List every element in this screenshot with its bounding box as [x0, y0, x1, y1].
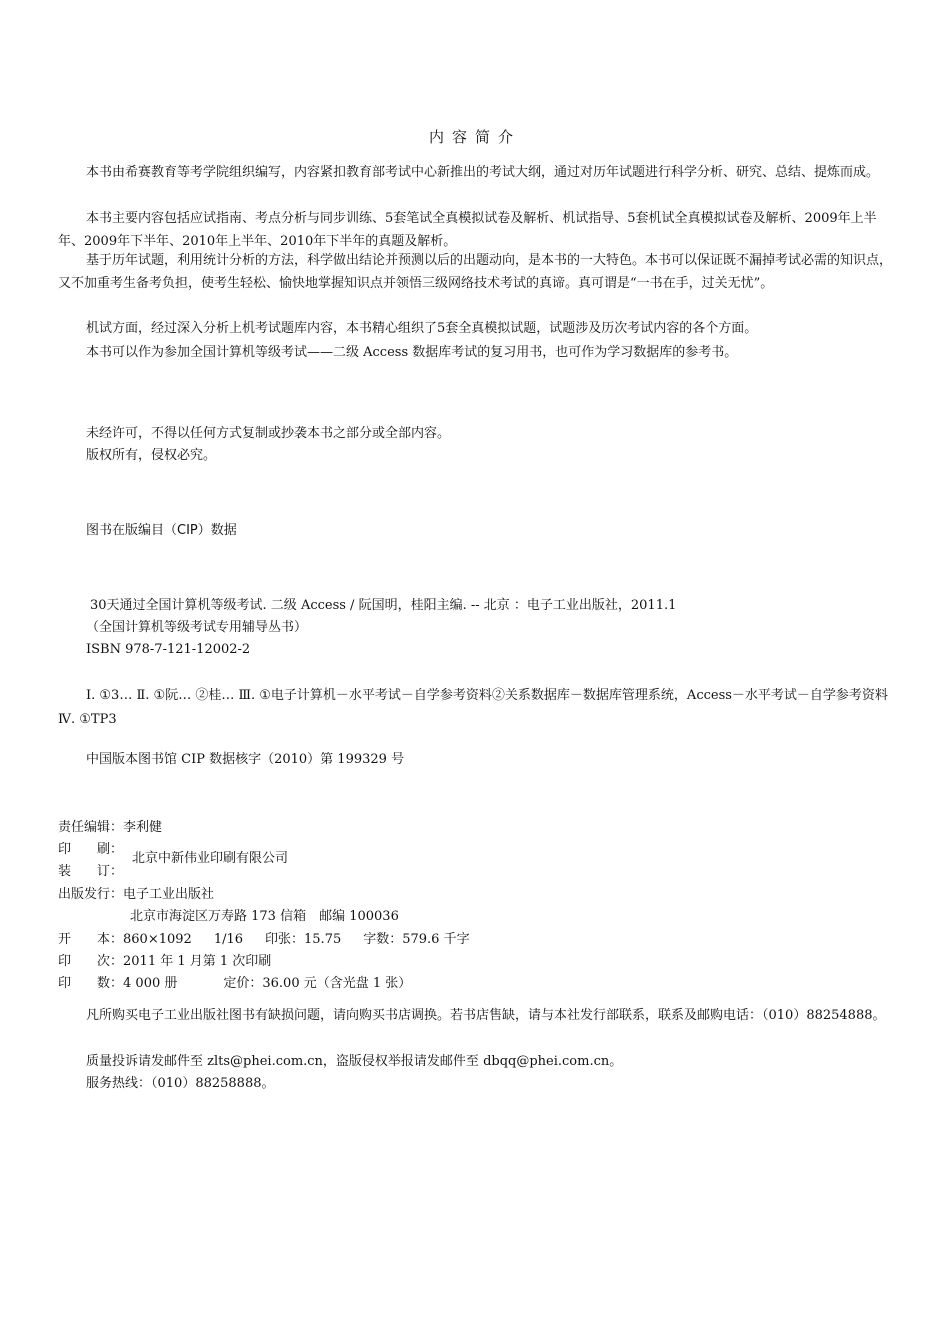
summary-paragraph-4: 机试方面，经过深入分析上机考试题库内容，本书精心组织了5套全真模拟试题，试题涉及历次考试内容的各个方面。	[86, 321, 758, 336]
editor-label: 责任编辑：	[58, 820, 124, 835]
print-count: 4 000 册	[123, 976, 178, 991]
defect-notice: 凡所购买电子工业出版社图书有缺损问题，请向购买书店调换。若书店售缺，请与本社发行部联系，联系及邮购电话：（010）88254888。	[86, 1008, 886, 1023]
format-fold: 1/16	[213, 932, 244, 947]
cip-heading: 图书在版编目（CIP）数据	[86, 523, 237, 538]
cip-classification: Ⅰ. ①3… Ⅱ. ①阮… ②桂… Ⅲ. ①电子计算机－水平考试－自学参考资料②关系数据库－数据库管理系统，Access－水平考试－自学参考资料 Ⅳ. ①TP3	[58, 688, 888, 727]
cip-series: （全国计算机等级考试专用辅导丛书）	[86, 620, 308, 635]
edition-info: 2011 年 1 月第 1 次印刷	[123, 954, 272, 969]
price: 定价：36.00 元（含光盘 1 张）	[223, 976, 412, 991]
summary-paragraph-2: 本书主要内容包括应试指南、考点分析与同步训练、5套笔试全真模拟试卷及解析、机试指导、5套机试全真模拟试卷及解析、2009年上半年、2009年下半年、2010年上半年、2010年下半年的真题及解析。	[58, 211, 877, 249]
bind-label-row	[58, 862, 123, 882]
summary-paragraph-3: 基于历年试题，利用统计分析的方法，科学做出结论并预测以后的出题动向，是本书的一大特色。本书可以保证既不漏掉考试必需的知识点，又不加重考生备考负担，使考生轻松、愉快地掌握知识点并领悟三级网络技术考试的真谛。真可谓是“一书在手，过关无忧”。	[58, 253, 893, 291]
copyright-notice: 未经许可，不得以任何方式复制或抄袭本书之部分或全部内容。	[86, 426, 451, 441]
cip-isbn: ISBN 978-7-121-12002-2	[86, 642, 251, 657]
print-count-label: 印 数：	[58, 976, 124, 991]
publisher-label: 出版发行：	[58, 887, 124, 902]
editor-name: 李利健	[123, 820, 163, 835]
summary-paragraph-5: 本书可以作为参加全国计算机等级考试——二级 Access 数据库考试的复习用书，也可作为学习数据库的参考书。	[86, 345, 738, 360]
format-row	[58, 930, 470, 950]
printer-name: 北京中新伟业印刷有限公司	[132, 851, 289, 866]
summary-title: 内容简介	[428, 128, 521, 146]
publisher-name: 电子工业出版社	[123, 887, 215, 902]
sheets: 印张：15.75	[265, 932, 342, 947]
rights-reserved: 版权所有，侵权必究。	[86, 448, 217, 463]
edition-label: 印 次：	[58, 954, 124, 969]
publisher-row	[58, 885, 214, 905]
word-count: 字数：579.6 千字	[363, 932, 470, 947]
cip-number: 中国版本图书馆 CIP 数据核字（2010）第 199329 号	[86, 752, 405, 767]
print-label-row	[58, 840, 123, 860]
summary-paragraph-1: 本书由希赛教育等考学院组织编写，内容紧扣教育部考试中心新推出的考试大纲，通过对历年试题进行科学分析、研究、总结、提炼而成。	[86, 165, 880, 180]
format-label: 开 本：	[58, 932, 124, 947]
edition-row	[58, 952, 271, 972]
editor-row	[58, 818, 162, 838]
print-label: 印 刷：	[58, 842, 124, 857]
cip-entry: 30天通过全国计算机等级考试. 二级 Access / 阮国明，桂阳主编. -- 北京 ：电子工业出版社，2011.1	[90, 598, 677, 613]
bind-label: 装 订：	[58, 864, 124, 879]
complaint-notice: 质量投诉请发邮件至 zlts@phei.com.cn，盗版侵权举报请发邮件至 dbqq@phei.com.cn。	[86, 1054, 623, 1069]
service-hotline: 服务热线：（010）88258888。	[86, 1076, 275, 1091]
print-count-row	[58, 974, 411, 994]
publisher-address: 北京市海淀区万寿路 173 信箱 邮编 100036	[130, 909, 399, 924]
format-size: 860×1092	[123, 932, 192, 947]
